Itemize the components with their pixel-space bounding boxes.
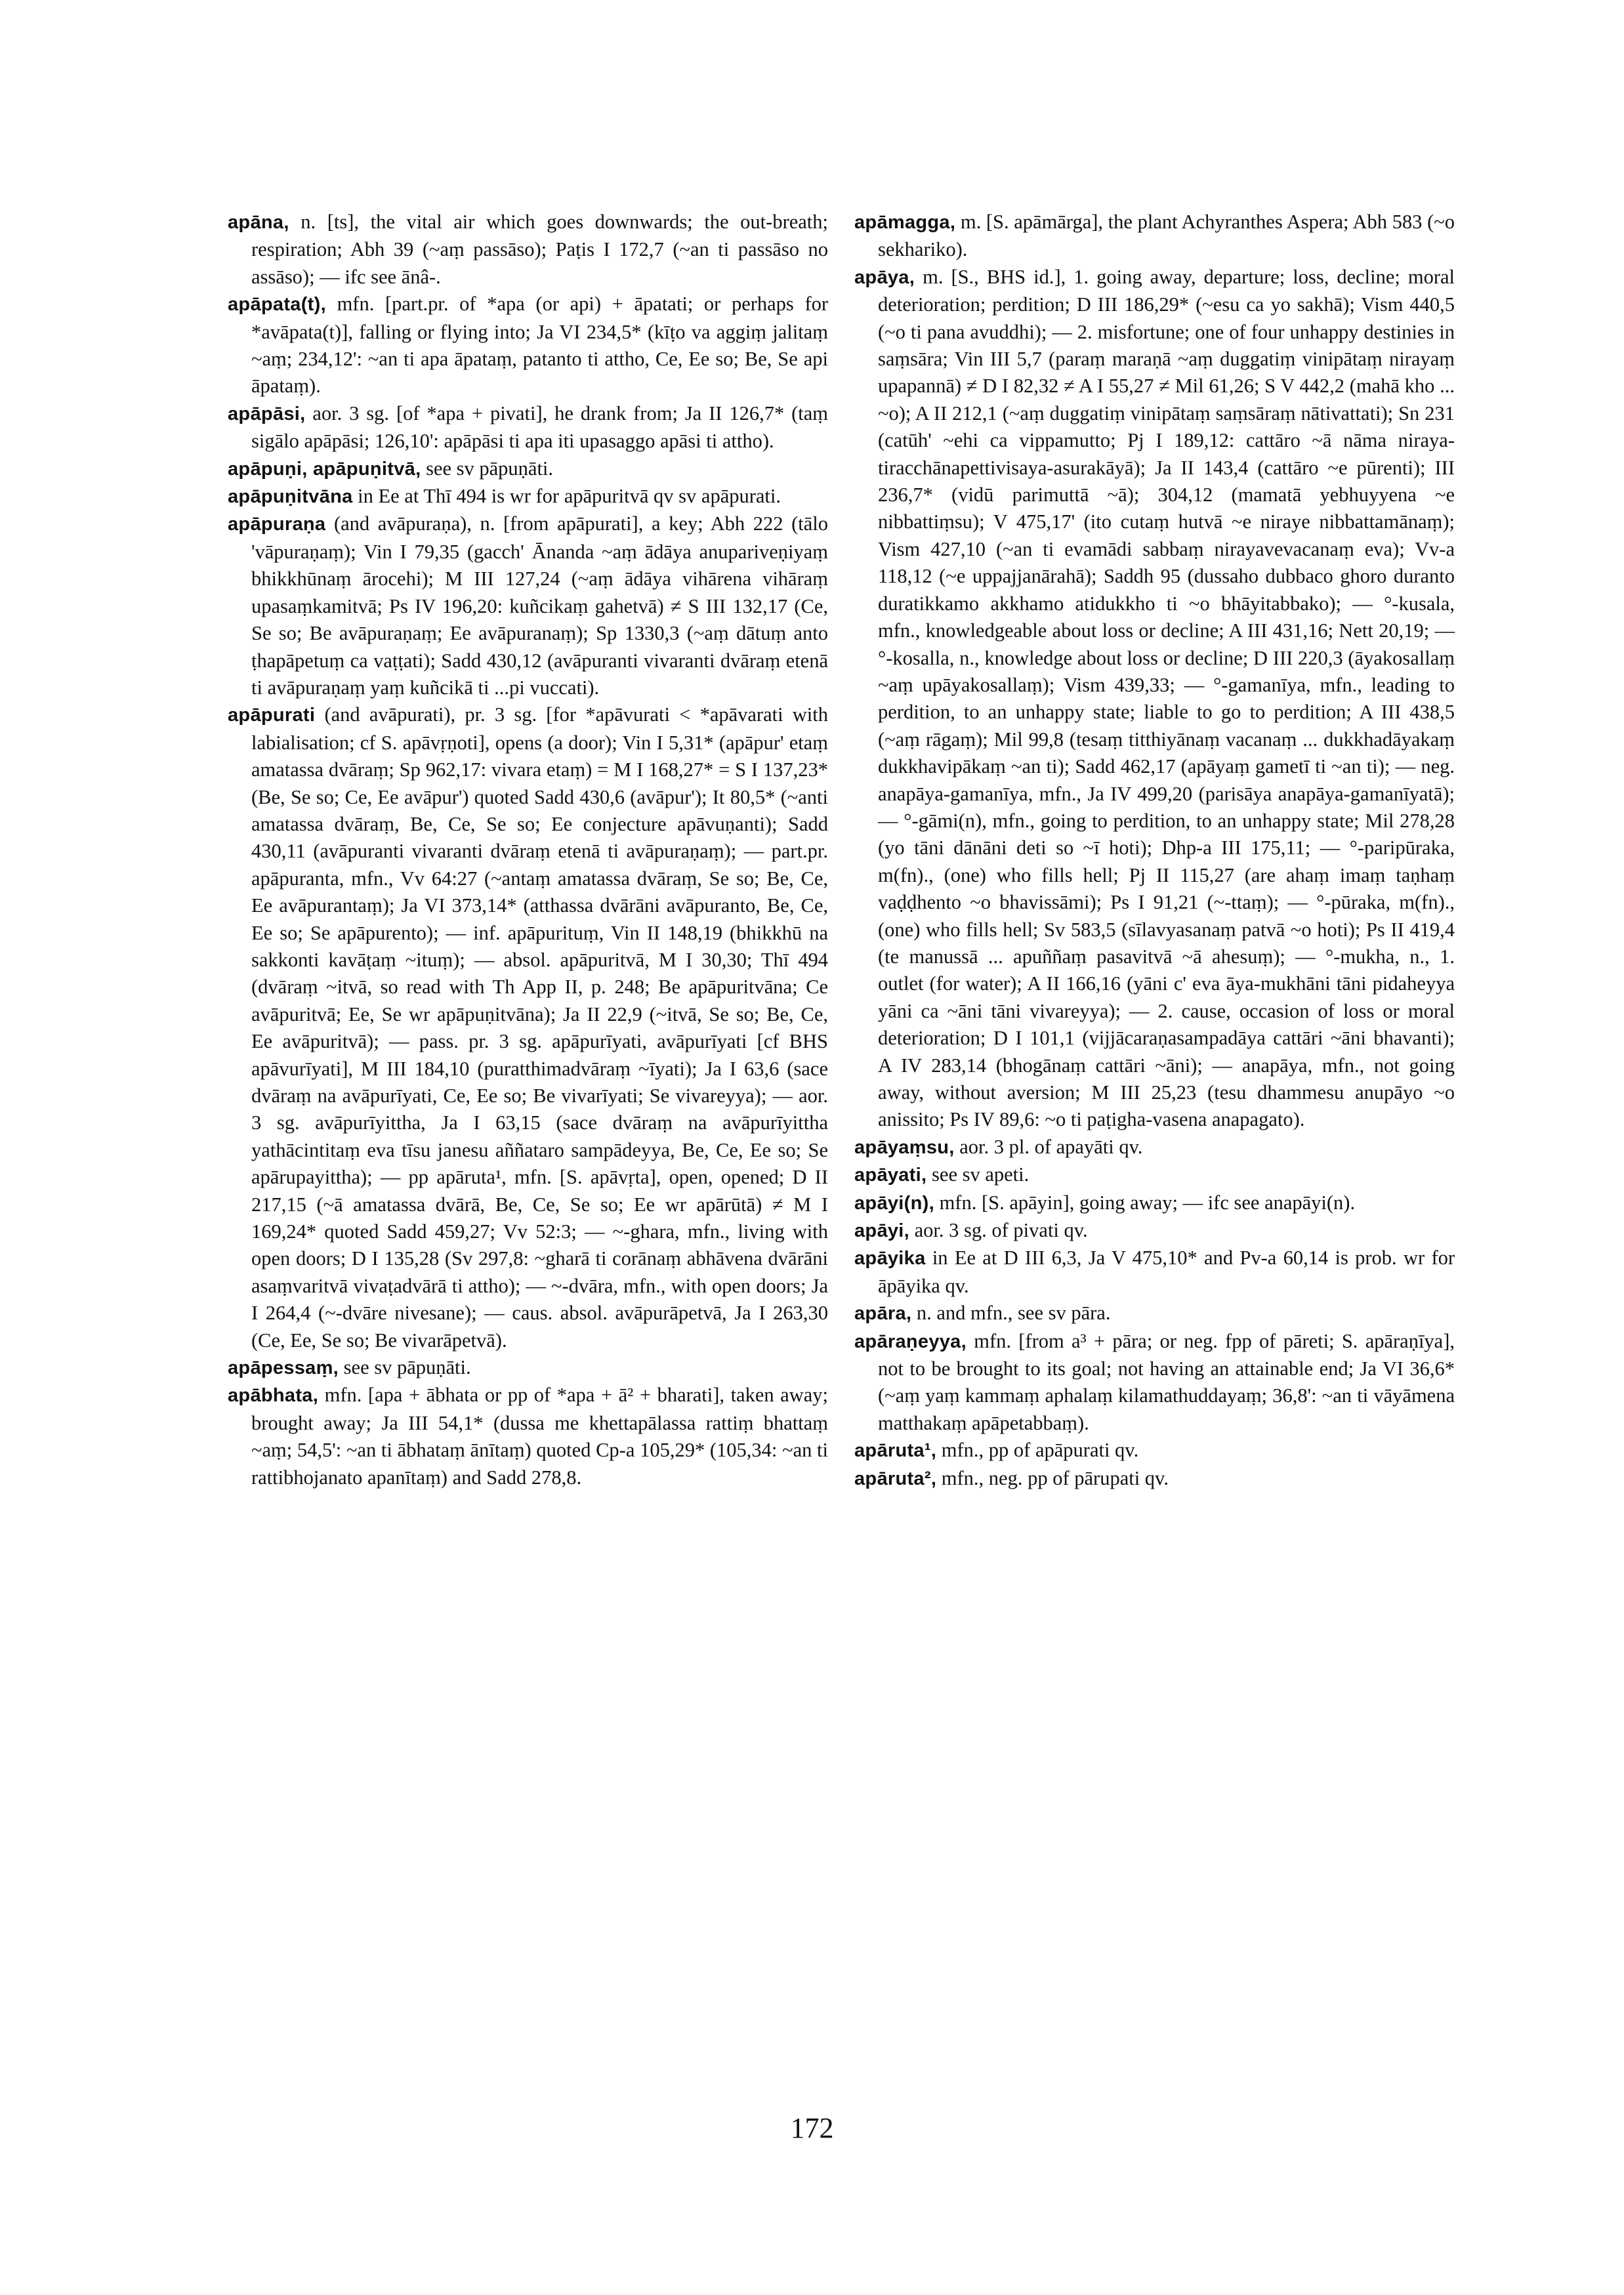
- dictionary-entry: [854, 1161, 1455, 1189]
- headword: apāpata(t),: [228, 294, 326, 316]
- entry-text: mfn. [part.pr. of *apa (or api) + āpatati; or perhaps for *avāpata(t)], falling or flying into; Ja VI 234,5* (kīṭo va aggiṃ jalitaṃ ~aṃ; 234,12': ~an ti apa āpataṃ, patanto ti attho, Ce, Ee so; Be, Se api āpataṃ).: [251, 293, 829, 398]
- dictionary-entry: [854, 1245, 1455, 1300]
- headword: apāpuṇitvāna: [228, 486, 353, 508]
- entry-text: mfn. [S. apāyin], going away; — ifc see anapāyi(n).: [939, 1191, 1356, 1214]
- entry-text: n. [ts], the vital air which goes downwards; the out-breath; respiration; Abh 39 (~aṃ passāso); Paṭis I 172,7 (~an ti passāso no assāso); — ifc see ānâ-.: [251, 211, 828, 288]
- dictionary-entry: [228, 1382, 828, 1491]
- headword: apāyi,: [854, 1220, 910, 1242]
- dictionary-entry: [854, 1465, 1455, 1493]
- left-column: [228, 209, 828, 1491]
- entry-text: in Ee at D III 6,3, Ja V 475,10* and Pv-a 60,14 is prob. wr for āpāyika qv.: [878, 1247, 1455, 1297]
- dictionary-entry: [228, 455, 828, 483]
- dictionary-entry: [854, 1300, 1455, 1327]
- headword: apāpuṇi, apāpuṇitvā,: [228, 458, 421, 480]
- headword: apāpessaṃ,: [228, 1357, 339, 1379]
- dictionary-entry: [228, 400, 828, 455]
- dictionary-entry: [228, 291, 828, 400]
- right-column: [854, 209, 1455, 1493]
- dictionary-entry: [228, 510, 828, 701]
- dictionary-entry: [854, 1189, 1455, 1217]
- entry-text: n. and mfn., see sv pāra.: [916, 1302, 1111, 1325]
- entry-text: (and avāpuraṇa), n. [from apāpurati], a key; Abh 222 (tālo 'vāpuraṇaṃ); Vin I 79,35 (gacch' Ānanda ~aṃ ādāya anupariveṇiyaṃ bhikkhūnaṃ ārocehi); M III 127,24 (~aṃ ādāya vihārena vihāraṃ upasaṃkamitvā; Ps IV 196,20: kuñcikaṃ gahetvā) ≠ S III 132,17 (Ce, Se so; Be avāpuraṇaṃ; Ee avāpuranaṃ); Sp 1330,3 (~aṃ dātuṃ anto ṭhapāpetuṃ ca vaṭṭati); Sadd 430,12 (avāpuranti vivaranti dvāraṃ etenā ti avāpuraṇaṃ yaṃ kuñcikā ti ...pi vuccati).: [251, 512, 828, 699]
- headword: apāyi(n),: [854, 1192, 934, 1214]
- dictionary-entry: [854, 1437, 1455, 1464]
- entry-text: aor. 3 sg. [of *apa + pivati], he drank from; Ja II 126,7* (taṃ sigālo apāpāsi; 126,10': apāpāsi ti apa iti upasaggo apāsi ti attho).: [251, 402, 828, 453]
- entry-text: m. [S. apāmārga], the plant Achyranthes Aspera; Abh 583 (~o sekhariko).: [878, 211, 1455, 261]
- entry-text: see sv pāpuṇāti.: [343, 1356, 471, 1379]
- entry-text: mfn. [from a³ + pāra; or neg. fpp of pāreti; S. apāraṇīya], not to be brought to its goal; not having an attainable end; Ja VI 36,6* (~aṃ yaṃ kammaṃ aphalaṃ kilamathuddayaṃ; 36,8': ~an ti vāyāmena matthakaṃ apāpetabbaṃ).: [878, 1329, 1455, 1434]
- entry-text: m. [S., BHS id.], 1. going away, departure; loss, decline; moral deterioration; perdition; D III 186,29* (~esu ca yo sakhā); Vism 440,5 (~o ti pana avuddhi); — 2. misfortune; one of four unhappy destinies in saṃsāra; Vin III 5,7 (paraṃ maraṇā ~aṃ duggatiṃ vinipātaṃ nirayaṃ upapannā) ≠ D I 82,32 ≠ A I 55,27 ≠ Mil 61,26; S V 442,2 (mahā kho ... ~o); A II 212,1 (~aṃ duggatiṃ vinipātaṃ saṃsāraṃ nātivattati); Sn 231 (catūh' ~ehi ca vippamutto; Pj I 189,12: cattāro ~ā nāma niraya-tiracchānapettivisaya-asurakāyā); Ja II 143,4 (cattāro ~e pūrenti); III 236,7* (vidū parimuttā ~ā); 304,12 (mamatā yebhuyyena ~e nibbattiṃsu); V 475,17' (ito cutaṃ hutvā ~e niraye nibbattamānaṃ); Vism 427,10 (~an ti evamādi sabbaṃ nirayavevacanaṃ eva); Vv-a 118,12 (~e uppajjanārahā); Saddh 95 (dussaho dubbaco ghoro duranto duratikkamo akkhamo atidukkho ti ~o bhāyitabbako); — °-kusala, mfn., knowledgeable about loss or decline; A III 431,16; Nett 20,19; — °-kosalla, n., knowledge about loss or decline; D III 220,3 (āyakosallaṃ ~aṃ upāyakosallaṃ); Vism 439,33; — °-gamanīya, mfn., leading to perdition, to an unhappy state; liable to go to perdition; A III 438,5 (~aṃ rāgaṃ); Mil 99,8 (tesaṃ titthiyānaṃ vacanaṃ ... dukkhadāyakaṃ dukkhavipākaṃ ~an ti); Sadd 462,17 (apāyaṃ gametī ti ~an ti); — neg. anapāya-gamanīya, mfn., Ja IV 499,20 (parisāya anapāya-gamanīyatā); — °-gāmi(n), mfn., going to perdition, to an unhappy state; Mil 278,28 (yo tāni dānāni deti so ~ī hoti); Dhp-a III 175,11; — °-paripūraka, m(fn)., (one) who fills hell; Pj II 115,27 (are ahaṃ imaṃ taṇhaṃ vaḍḍhento ~o bhavissāmi); Ps I 91,21 (~-ttaṃ); — °-pūraka, m(fn)., (one) who fills hell; Sv 583,5 (sīlavyasanaṃ patvā ~o hoti); Ps II 419,4 (te manussā ... apuññaṃ pasavitvā ~ā ahesuṃ); — °-mukha, n., 1. outlet (for water); A II 166,16 (yāni c' eva āya-mukhāni tāni pidaheyya yāni ca ~āni tāni vivareyya); — 2. cause, occasion of loss or moral deterioration; D I 101,1 (vijjācaraṇasampadāya cattāri ~āni bhavanti); A IV 283,14 (bhogānaṃ cattāri ~āni); — anapāya, mfn., not going away, without aversion; M III 25,23 (tesu dhammesu anupāyo ~o anissito; Ps IV 89,6: ~o ti paṭigha-vasena anapagato).: [878, 265, 1455, 1131]
- dictionary-entry: [854, 264, 1455, 1134]
- headword: apāpuraṇa: [228, 514, 326, 535]
- dictionary-entry: [228, 209, 828, 291]
- headword: apāna,: [228, 212, 289, 233]
- entry-text: mfn., pp of apāpurati qv.: [941, 1439, 1139, 1462]
- headword: apāruta²,: [854, 1468, 937, 1489]
- entry-text: (and avāpurati), pr. 3 sg. [for *apāvurati < *apāvarati with labialisation; cf S. apāvṛṇoti], opens (a door); Vin I 5,31* (apāpur' etaṃ amatassa dvāraṃ; Sp 962,17: vivara etaṃ) = M I 168,27* = S I 137,23* (Be, Se so; Ce, Ee avāpur') quoted Sadd 430,6 (avāpur'); It 80,5* (~anti amatassa dvāraṃ, Be, Ce, Se so; Ee conjecture apāvuṇanti); Sadd 430,11 (avāpuranti vivaranti dvāraṃ etenā ti avāpuraṇaṃ); — part.pr. apāpuranta, mfn., Vv 64:27 (~antaṃ amatassa dvāraṃ, Se so; Be, Ce, Ee avāpurantaṃ); Ja VI 373,14* (atthassa dvārāni avāpuranto, Be, Ce, Ee so; Se apāpurento); — inf. apāpurituṃ, Vin II 148,19 (bhikkhū na sakkonti kavāṭaṃ ~ituṃ); — absol. apāpuritvā, M I 30,30; Thī 494 (dvāraṃ ~itvā, so read with Th App II, p. 248; Be apāpuritvāna; Ce avāpuritvā; Ee, Se wr apāpuṇitvāna); Ja II 22,9 (~itvā, Se so; Be, Ce, Ee avāpuritvā); — pass. pr. 3 sg. apāpurīyati, avāpurīyati [cf BHS apāvurīyati], M III 184,10 (puratthimadvāraṃ ~īyati); Ja I 63,6 (sace dvāraṃ na avāpurīyati, Ce, Ee so; Be vivarīyati; Se vivareyya); — aor. 3 sg. avāpurīyittha, Ja I 63,15 (sace dvāraṃ na avāpurīyittha yathācintitaṃ eva tīsu janesu aññataro sampādeyya, Be, Ce, Ee so; Se apārupayittha); — pp apāruta¹, mfn. [S. apāvṛta], open, opened; D II 217,15 (~ā amatassa dvārā, Be, Ce, Se so; Ee wr apārūtā) ≠ M I 169,24* quoted Sadd 459,27; Vv 52:3; — ~-ghara, mfn., living with open doors; D I 135,28 (Sv 297,8: ~gharā ti corānaṃ abhāvena dvārāni asaṃvaritvā vivaṭadvārā ti attho); — ~-dvāra, mfn., with open doors; Ja I 264,4 (~-dvāre nivesane); — caus. absol. avāpurāpetvā, Ja I 263,30 (Ce, Ee, Se so; Be vivarāpetvā).: [251, 703, 829, 1352]
- entry-text: mfn. [apa + ābhata or pp of *apa + ā² + bharati], taken away; brought away; Ja III 54,1* (dussa me khettapālassa rattiṃ bhattaṃ ~aṃ; 54,5': ~an ti ābhataṃ ānītaṃ) quoted Cp-a 105,29* (105,34: ~an ti rattibhojanato apanītaṃ) and Sadd 278,8.: [251, 1384, 828, 1489]
- dictionary-entry: [854, 1134, 1455, 1161]
- headword: apāruta¹,: [854, 1440, 937, 1462]
- headword: apāyati,: [854, 1165, 927, 1186]
- headword: apāyika: [854, 1248, 926, 1270]
- dictionary-entry: [854, 209, 1455, 264]
- dictionary-entry: [228, 701, 828, 1354]
- headword: apāpurati: [228, 705, 316, 726]
- dictionary-entry: [854, 1217, 1455, 1245]
- entry-text: in Ee at Thī 494 is wr for apāpuritvā qv sv apāpurati.: [358, 485, 781, 508]
- headword: apāra,: [854, 1303, 912, 1325]
- entry-text: see sv apeti.: [932, 1163, 1030, 1186]
- headword: apāyaṃsu,: [854, 1136, 955, 1158]
- page-number: 172: [790, 2112, 834, 2144]
- entry-text: aor. 3 sg. of pivati qv.: [914, 1219, 1088, 1242]
- dictionary-entry: [228, 1354, 828, 1382]
- entry-text: aor. 3 pl. of apayāti qv.: [959, 1135, 1143, 1158]
- headword: apāmagga,: [854, 212, 956, 233]
- headword: apāpāsi,: [228, 403, 306, 424]
- headword: apābhata,: [228, 1385, 319, 1407]
- headword: apāraṇeyya,: [854, 1331, 967, 1352]
- headword: apāya,: [854, 266, 915, 288]
- entry-text: see sv pāpuṇāti.: [426, 457, 554, 480]
- dictionary-entry: [228, 483, 828, 510]
- dictionary-entry: [854, 1328, 1455, 1437]
- entry-text: mfn., neg. pp of pārupati qv.: [941, 1466, 1169, 1489]
